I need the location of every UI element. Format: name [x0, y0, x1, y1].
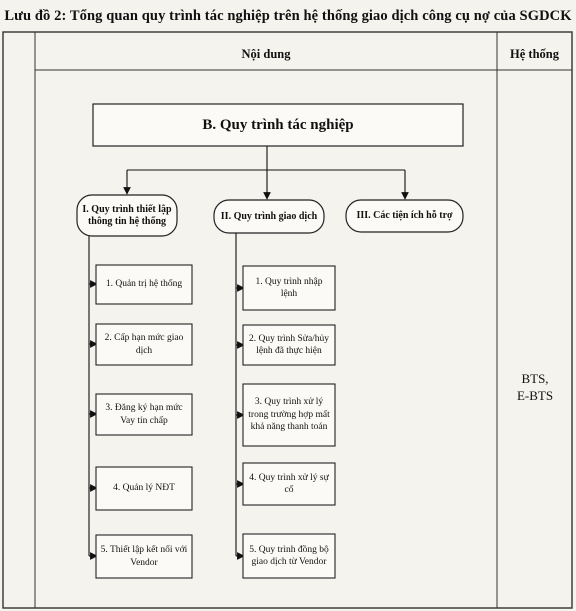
group1-item-3: 3. Đăng ký hạn mức Vay tín chấp	[105, 403, 183, 426]
system-column-header: Hệ thống	[510, 47, 559, 61]
category-label-1: I. Quy trình thiết lập thông tin hệ thống	[82, 203, 172, 227]
system-line-1: BTS,	[521, 371, 549, 386]
system-cell	[497, 370, 573, 404]
group2-item-4: 4. Quy trình xử lý sự cố	[249, 472, 329, 495]
group1-item-4: 4. Quản lý NĐT	[113, 483, 175, 494]
diagram-title: Lưu đồ 2: Tổng quan quy trình tác nghiệp trên hệ thống giao dịch công cụ nợ của SGDCK	[4, 8, 572, 24]
system-line-2: E-BTS	[516, 388, 554, 403]
category-label-3: III. Các tiện ích hỗ trợ	[356, 210, 453, 221]
group2-item-5: 5. Quy trình đồng bộ giao dịch từ Vendor	[249, 544, 329, 567]
content-column-header: Nội dung	[241, 47, 291, 61]
group2-item-2: 2. Quy trình Sửa/hủy lệnh đã thực hiện	[248, 333, 330, 356]
group1-item-2: 2. Cấp hạn mức giao dịch	[104, 333, 184, 356]
category-label-2: II. Quy trình giao dịch	[220, 210, 318, 222]
group1-item-1: 1. Quản trị hệ thống	[105, 279, 183, 290]
main-process-label: B. Quy trình tác nghiệp	[202, 116, 354, 133]
group2-item-1: 1. Quy trình nhập lệnh	[255, 276, 323, 299]
group1-item-5: 5. Thiết lập kết nối với Vendor	[100, 545, 188, 568]
main-connectors	[127, 146, 405, 199]
group2-item-3: 3. Quy trình xử lý trong trường hợp mất khả năng thanh toán	[248, 397, 330, 433]
